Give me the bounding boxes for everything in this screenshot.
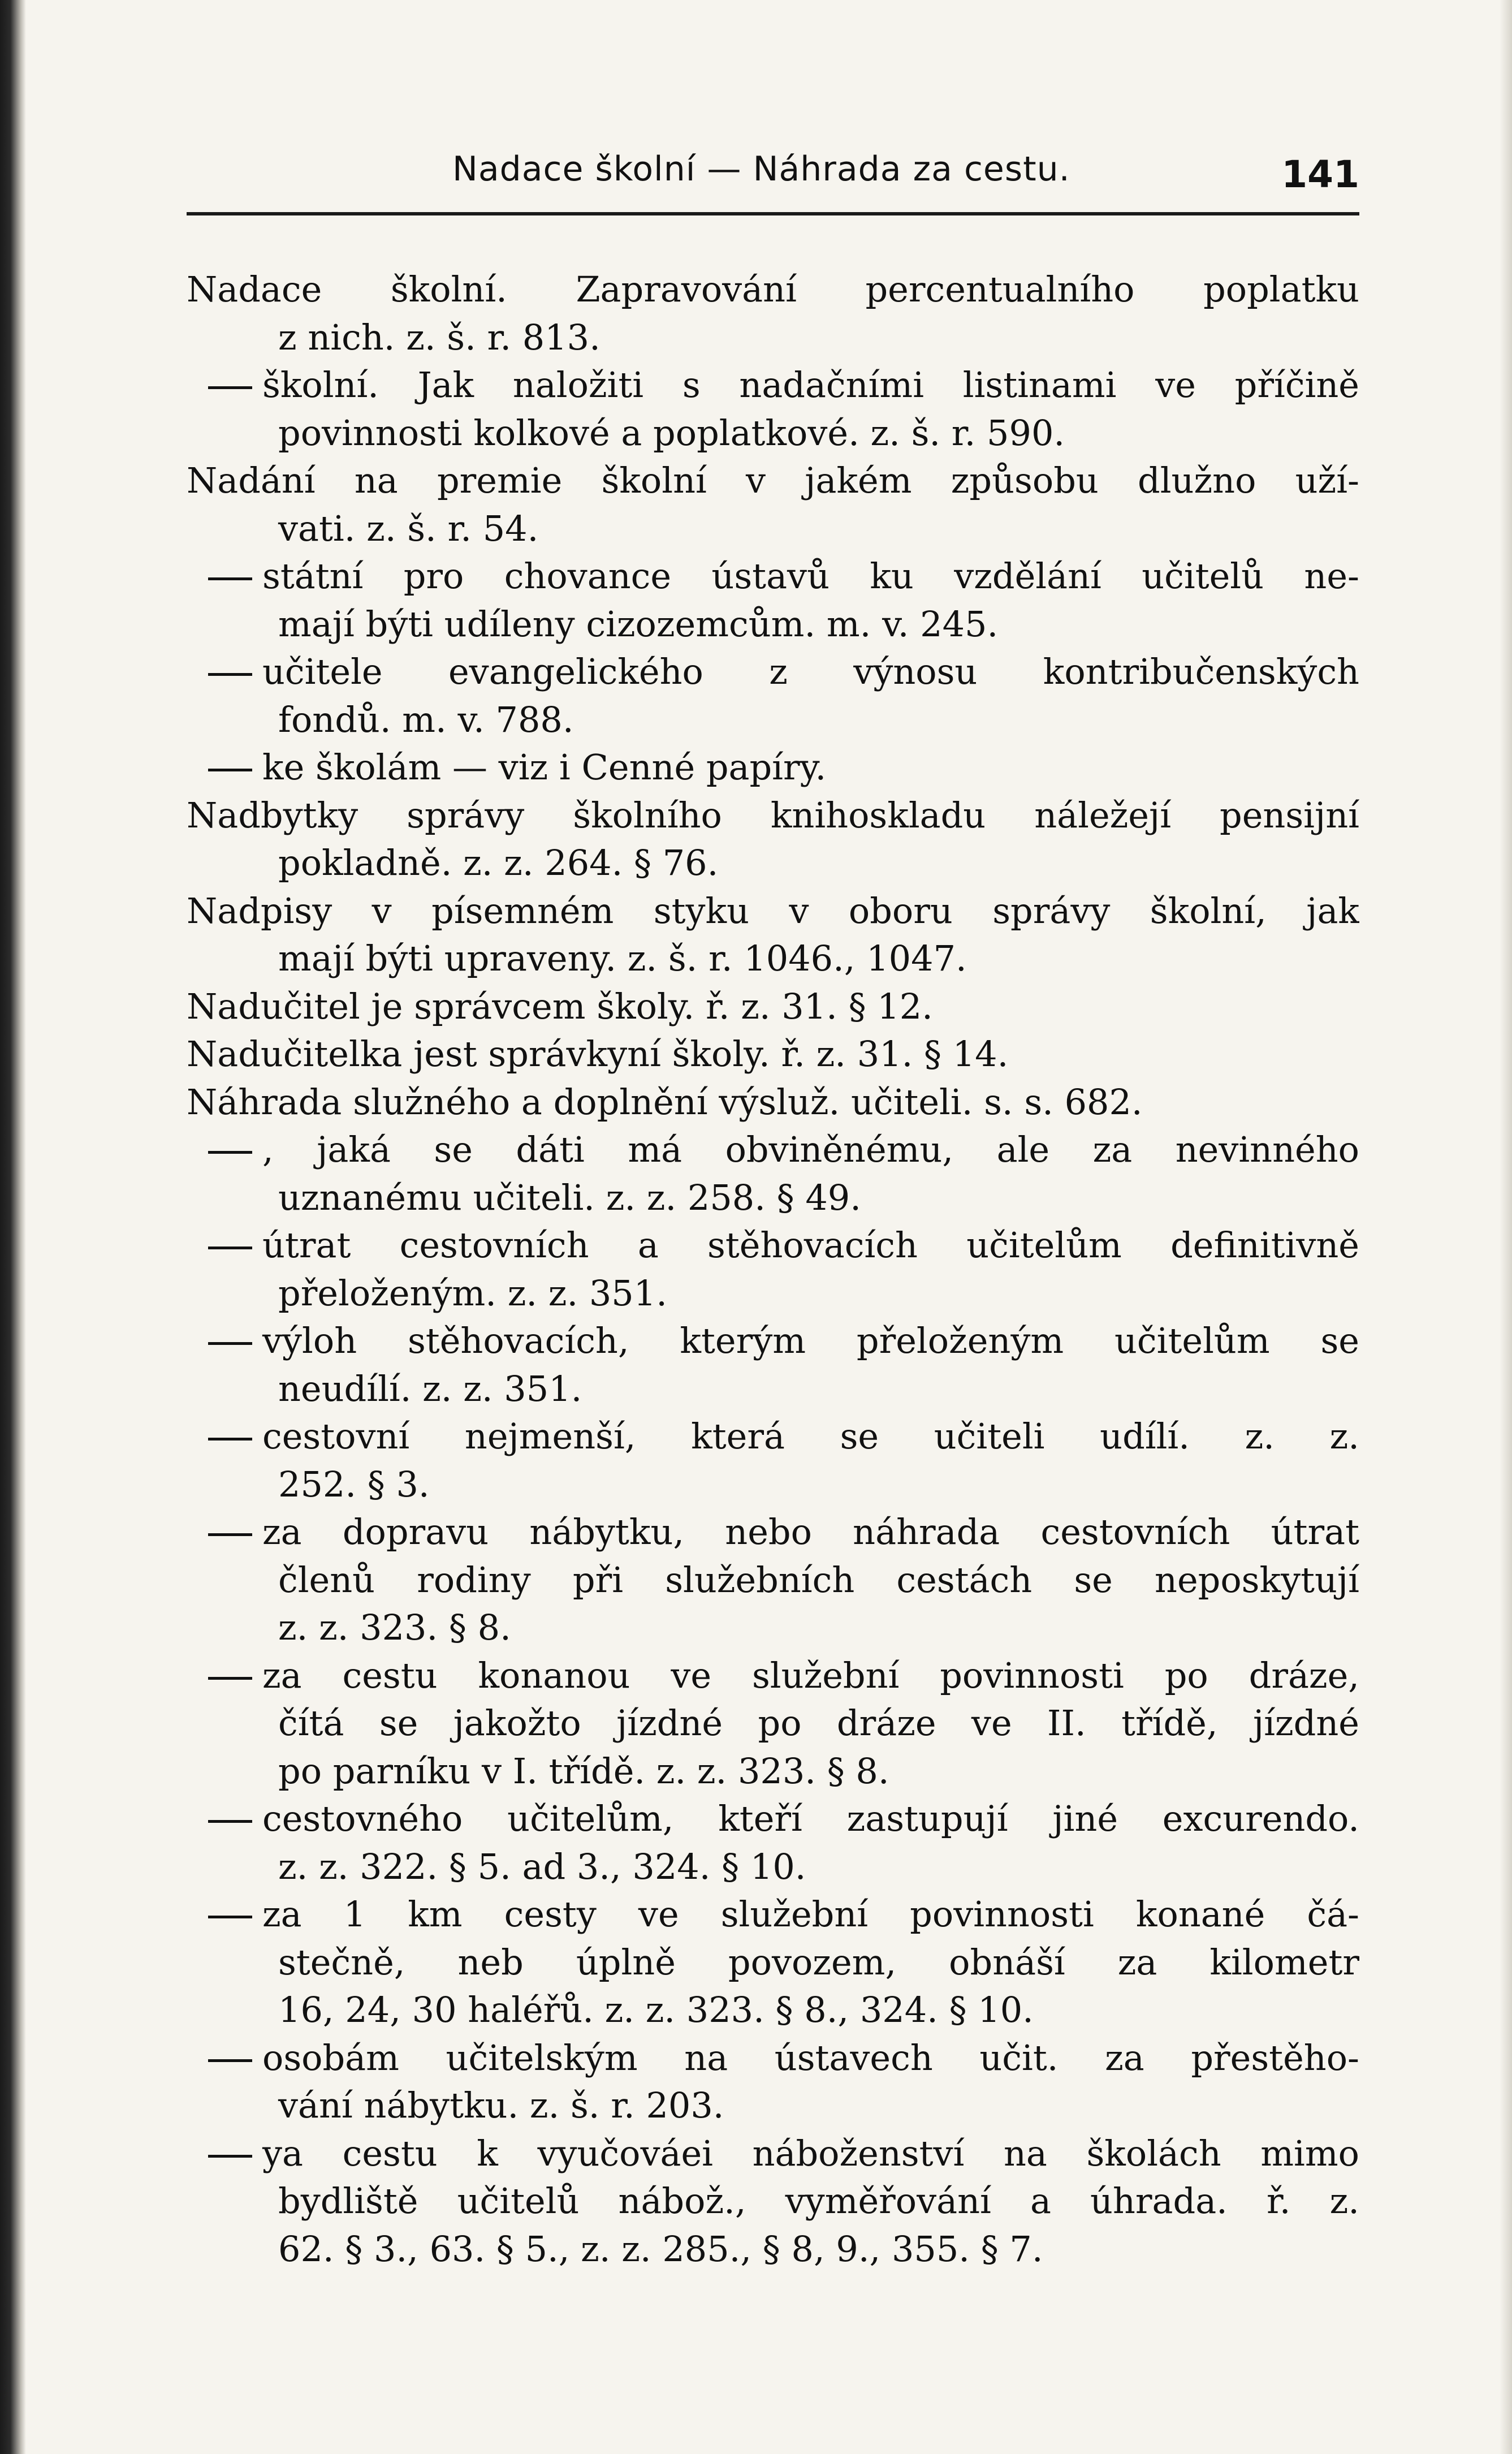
line-text: Nadučitelka jest správkyní školy. ř. z. 31. § 14. <box>187 1033 1009 1075</box>
index-subentry-line <box>187 1317 1359 1365</box>
line-text: pokladně. z. z. 264. § 76. <box>278 842 719 883</box>
index-continuation-line <box>187 2177 1359 2226</box>
ditto-dash <box>208 1891 262 1939</box>
binding-shadow <box>0 0 26 2454</box>
line-text: za cestu konanou ve služební povinnosti po dráze, <box>262 1654 1359 1696</box>
line-text: vání nábytku. z. š. r. 203. <box>278 2085 724 2126</box>
index-continuation-line <box>187 314 1359 362</box>
page-edge <box>1500 0 1512 2454</box>
ditto-dash <box>208 1795 262 1843</box>
index-subentry-line <box>187 1126 1359 1174</box>
index-entry-line <box>187 457 1359 505</box>
index-continuation-line <box>187 1604 1359 1652</box>
line-text: bydliště učitelů nábož., vyměřování a úhrada. ř. z. <box>278 2180 1359 2222</box>
line-text: členů rodiny při služebních cestách se neposkytují <box>278 1559 1359 1601</box>
index-subentry-line <box>187 361 1359 409</box>
index-continuation-line <box>187 1365 1359 1413</box>
line-text: státní pro chovance ústavů ku vzdělání učitelů ne- <box>262 555 1359 597</box>
index-continuation-line <box>187 601 1359 649</box>
index-subentry-line <box>187 744 1359 792</box>
index-continuation-line <box>187 1986 1359 2034</box>
ditto-dash <box>208 744 262 792</box>
ditto-dash <box>208 2034 262 2082</box>
ditto-dash <box>208 553 262 601</box>
index-entry-line <box>187 1030 1359 1079</box>
ditto-dash <box>208 1222 262 1270</box>
line-text: povinnosti kolkové a poplatkové. z. š. r. 590. <box>278 412 1065 454</box>
index-subentry-line <box>187 1795 1359 1843</box>
line-text: Nadace školní. Zapravování percentualního poplatku <box>187 269 1359 310</box>
ditto-dash <box>208 1652 262 1700</box>
index-entry-line <box>187 983 1359 1031</box>
index-continuation-line <box>187 696 1359 744</box>
line-text: za dopravu nábytku, nebo náhrada cestovních útrat <box>262 1511 1359 1552</box>
index-continuation-line <box>187 839 1359 887</box>
line-text: po parníku v I. třídě. z. z. 323. § 8. <box>278 1750 889 1792</box>
index-subentry-line <box>187 2034 1359 2082</box>
line-text: učitele evangelického z výnosu kontribučenských <box>262 651 1359 692</box>
line-text: z nich. z. š. r. 813. <box>278 316 601 358</box>
index-continuation-line <box>187 2226 1359 2274</box>
index-entry-line <box>187 1079 1359 1127</box>
line-text: mají býti udíleny cizozemcům. m. v. 245. <box>278 603 999 645</box>
ditto-dash <box>208 2130 262 2178</box>
line-text: Nadučitel je správcem školy. ř. z. 31. § 12. <box>187 985 933 1027</box>
index-continuation-line <box>187 409 1359 458</box>
line-text: Nadbytky správy školního knihoskladu náležejí pensijní <box>187 794 1359 836</box>
index-continuation-line <box>187 935 1359 983</box>
line-text: vati. z. š. r. 54. <box>278 507 539 549</box>
ditto-dash <box>208 1126 262 1174</box>
line-text: cestovného učitelům, kteří zastupují jiné excurendo. <box>262 1798 1359 1839</box>
line-text: ya cestu k vyučováei náboženství na školách mimo <box>262 2132 1359 2174</box>
line-text: čítá se jakožto jízdné po dráze ve II. třídě, jízdné <box>278 1702 1359 1744</box>
index-subentry-line <box>187 1652 1359 1700</box>
index-subentry-line <box>187 1891 1359 1939</box>
line-text: Nadání na premie školní v jakém způsobu dlužno uží- <box>187 460 1359 501</box>
line-text: Náhrada služného a doplnění výsluž. učiteli. s. s. 682. <box>187 1081 1143 1123</box>
line-text: neudílí. z. z. 351. <box>278 1368 582 1409</box>
header-rule <box>187 212 1359 215</box>
index-entry-line <box>187 266 1359 314</box>
line-text: , jaká se dáti má obviněnému, ale za nevinného <box>262 1129 1359 1170</box>
index-entry-line <box>187 792 1359 840</box>
index-subentry-line <box>187 1413 1359 1461</box>
line-text: uznanému učiteli. z. z. 258. § 49. <box>278 1176 861 1218</box>
ditto-dash <box>208 361 262 409</box>
line-text: Nadpisy v písemném styku v oboru správy školní, jak <box>187 890 1359 931</box>
ditto-dash <box>208 1508 262 1556</box>
index-continuation-line <box>187 1461 1359 1509</box>
line-text: stečně, neb úplně povozem, obnáší za kilometr <box>278 1941 1359 1983</box>
index-continuation-line <box>187 1939 1359 1987</box>
index-subentry-line <box>187 1222 1359 1270</box>
line-text: cestovní nejmenší, která se učiteli udílí. z. z. <box>262 1416 1359 1457</box>
index-subentry-line <box>187 553 1359 601</box>
line-text: osobám učitelským na ústavech učit. za přestěho- <box>262 2037 1359 2078</box>
index-continuation-line <box>187 1700 1359 1748</box>
line-text: 252. § 3. <box>278 1463 430 1505</box>
line-text: útrat cestovních a stěhovacích učitelům definitivně <box>262 1224 1359 1266</box>
index-entry-line <box>187 887 1359 935</box>
index-continuation-line <box>187 1174 1359 1222</box>
line-text: výloh stěhovacích, kterým přeloženým učitelům se <box>262 1320 1359 1361</box>
index-subentry-line <box>187 648 1359 696</box>
ditto-dash <box>208 648 262 696</box>
index-continuation-line <box>187 1748 1359 1796</box>
index-subentry-line <box>187 2130 1359 2178</box>
ditto-dash <box>208 1317 262 1365</box>
running-head: Nadace školní — Náhrada za cestu. <box>452 149 1070 189</box>
line-text: fondů. m. v. 788. <box>278 698 574 740</box>
page-number: 141 <box>1281 153 1359 196</box>
line-text: mají býti upraveny. z. š. r. 1046., 1047. <box>278 938 967 979</box>
line-text: 62. § 3., 63. § 5., z. z. 285., § 8, 9., 355. § 7. <box>278 2228 1043 2270</box>
ditto-dash <box>208 1413 262 1461</box>
index-continuation-line <box>187 505 1359 553</box>
page-header <box>187 140 1359 202</box>
index-continuation-line <box>187 1270 1359 1318</box>
index-continuation-line <box>187 2082 1359 2130</box>
line-text: ke školám — viz i Cenné papíry. <box>262 747 827 788</box>
line-text: 16, 24, 30 haléřů. z. z. 323. § 8., 324. § 10. <box>278 1989 1034 2030</box>
index-continuation-line <box>187 1843 1359 1891</box>
line-text: z. z. 323. § 8. <box>278 1607 511 1648</box>
index-entries <box>187 266 1359 2273</box>
index-continuation-line <box>187 1556 1359 1605</box>
index-subentry-line <box>187 1508 1359 1556</box>
line-text: z. z. 322. § 5. ad 3., 324. § 10. <box>278 1845 806 1887</box>
line-text: za 1 km cesty ve služební povinnosti konané čá- <box>262 1894 1359 1935</box>
line-text: školní. Jak naložiti s nadačními listinami ve příčině <box>262 364 1359 406</box>
line-text: přeloženým. z. z. 351. <box>278 1272 667 1314</box>
